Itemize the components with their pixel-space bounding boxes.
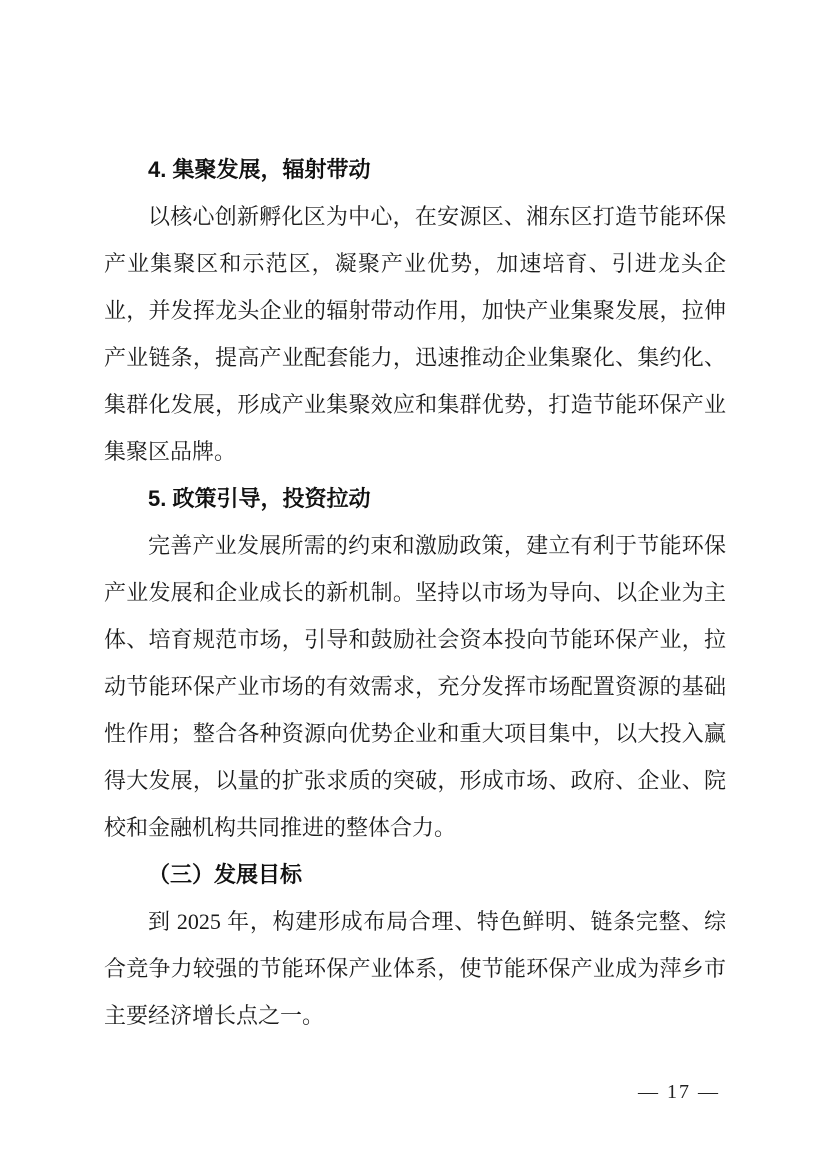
paragraph-development-goals: 到 2025 年，构建形成布局合理、特色鲜明、链条完整、综合竞争力较强的节能环保产业体系，使节能环保产业成为萍乡市主要经济增长点之一。 (104, 909, 726, 1028)
document-body (104, 146, 726, 1039)
paragraph-cluster-development: 以核心创新孵化区为中心，在安源区、湘东区打造节能环保产业集聚区和示范区，凝聚产业优势，加速培育、引进龙头企业，并发挥龙头企业的辐射带动作用，加快产业集聚发展，拉伸产业链条，提高产业配套能力，迅速推动企业集聚化、集约化、集群化发展，形成产业集聚效应和集群优势，打造节能环保产业集聚区品牌。 (104, 204, 726, 464)
paragraph-policy-guidance: 完善产业发展所需的约束和激励政策，建立有利于节能环保产业发展和企业成长的新机制。坚持以市场为导向、以企业为主体、培育规范市场，引导和鼓励社会资本投向节能环保产业，拉动节能环保产业市场的有效需求，充分发挥市场配置资源的基础性作用；整合各种资源向优势企业和重大项目集中，以大投入赢得大发展，以量的扩张求质的突破，形成市场、政府、企业、院校和金融机构共同推进的整体合力。 (104, 533, 726, 840)
page-number: — 17 — (638, 1081, 720, 1103)
section-heading-development-goals: （三）发展目标 (148, 862, 303, 887)
section-heading-4-cluster-development: 4. 集聚发展，辐射带动 (148, 157, 371, 182)
section-heading-5-policy-guidance: 5. 政策引导，投资拉动 (148, 486, 371, 511)
